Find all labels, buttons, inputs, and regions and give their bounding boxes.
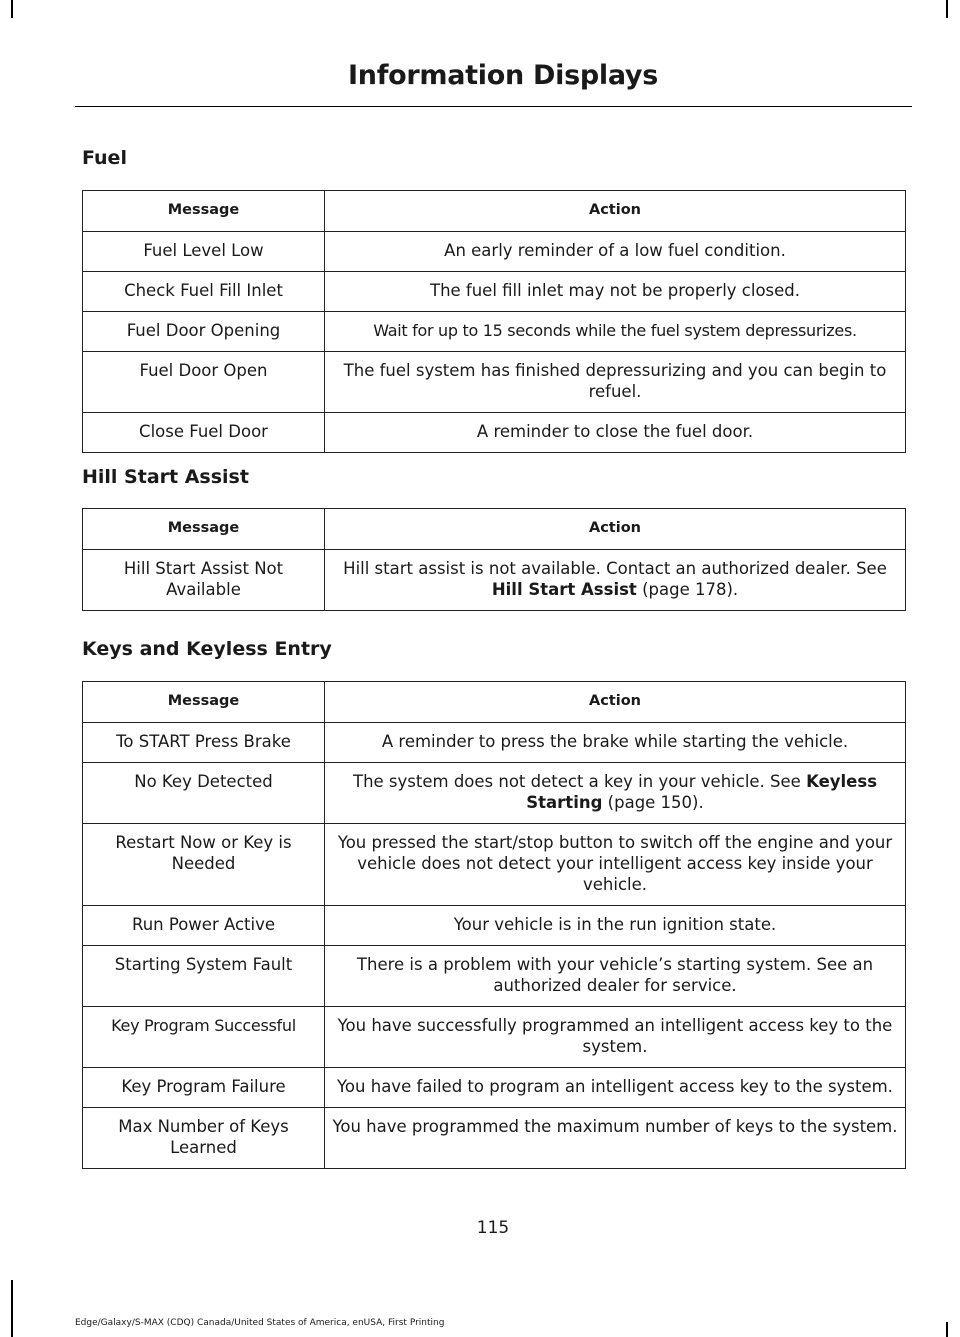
message-cell: Key Program Failure [83,1068,325,1108]
column-header-action: Action [325,682,906,723]
action-cell: The fuel fill inlet may not be properly closed. [325,272,906,312]
table-row [83,1007,906,1068]
table-row [83,1068,906,1108]
message-cell: Restart Now or Key is Needed [83,824,325,906]
column-header-message: Message [83,509,325,550]
message-cell: Max Number of Keys Learned [83,1108,325,1169]
table-header-row [83,509,906,550]
message-cell: Starting System Fault [83,946,325,1007]
header-rule [75,106,912,107]
table-row [83,550,906,611]
page-header-title: Information Displays [348,60,658,91]
action-cell: You have programmed the maximum number of keys to the system. [325,1108,906,1169]
message-cell: Run Power Active [83,906,325,946]
message-cell: Key Program Successful [83,1007,325,1068]
table-row [83,824,906,906]
table-row [83,272,906,312]
action-cell: You have successfully programmed an intelligent access key to the system. [325,1007,906,1068]
message-cell: Fuel Door Open [83,352,325,413]
table-row [83,352,906,413]
crop-mark-top-left [11,0,13,18]
table-row [83,1108,906,1169]
message-cell: Hill Start Assist Not Available [83,550,325,611]
action-cell: A reminder to press the brake while starting the vehicle. [325,723,906,763]
hill-start-assist-table [82,508,906,611]
section-title-hill-start-assist: Hill Start Assist [82,466,249,488]
action-cell [325,550,906,611]
keyless-starting-link[interactable]: Keyless Starting [526,772,878,812]
table-row [83,763,906,824]
message-cell: No Key Detected [83,763,325,824]
crop-mark-top-right [946,0,948,18]
action-cell: An early reminder of a low fuel condition. [325,232,906,272]
column-header-message: Message [83,191,325,232]
message-cell: Check Fuel Fill Inlet [83,272,325,312]
message-cell: To START Press Brake [83,723,325,763]
hill-start-assist-link[interactable]: Hill Start Assist [491,580,637,599]
keys-table [82,681,906,1169]
message-cell: Fuel Door Opening [83,312,325,352]
table-row [83,232,906,272]
table-header-row [83,682,906,723]
crop-mark-bottom-left [11,1280,13,1337]
page-number: 115 [476,1218,510,1238]
column-header-action: Action [325,191,906,232]
table-row [83,723,906,763]
column-header-action: Action [325,509,906,550]
table-row [83,906,906,946]
action-cell: Wait for up to 15 seconds while the fuel system depressurizes. [325,312,906,352]
action-cell: Your vehicle is in the run ignition state. [325,906,906,946]
table-header-row [83,191,906,232]
footer-text: Edge/Galaxy/S-MAX (CDQ) Canada/United States of America, enUSA, First Printing [75,1318,445,1328]
action-cell: The fuel system has finished depressurizing and you can begin to refuel. [325,352,906,413]
message-cell: Fuel Level Low [83,232,325,272]
table-row [83,946,906,1007]
action-text: Hill start assist is not available. Contact an authorized dealer. See [343,559,887,578]
action-cell: You pressed the start/stop button to switch off the engine and your vehicle does not detect your intelligent access key inside your vehicle. [325,824,906,906]
fuel-table [82,190,906,453]
action-cell: You have failed to program an intelligent access key to the system. [325,1068,906,1108]
action-cell [325,763,906,824]
action-cell: A reminder to close the fuel door. [325,413,906,453]
section-title-fuel: Fuel [82,147,127,169]
section-title-keys-and-keyless-entry: Keys and Keyless Entry [82,638,332,660]
table-row [83,312,906,352]
page-reference: (page 150). [602,793,704,812]
crop-mark-bottom-right [946,1322,948,1337]
column-header-message: Message [83,682,325,723]
action-cell: There is a problem with your vehicle’s starting system. See an authorized dealer for service. [325,946,906,1007]
action-text: The system does not detect a key in your vehicle. See [352,772,807,791]
page-reference: (page 178). [636,580,739,599]
message-cell: Close Fuel Door [83,413,325,453]
table-row [83,413,906,453]
